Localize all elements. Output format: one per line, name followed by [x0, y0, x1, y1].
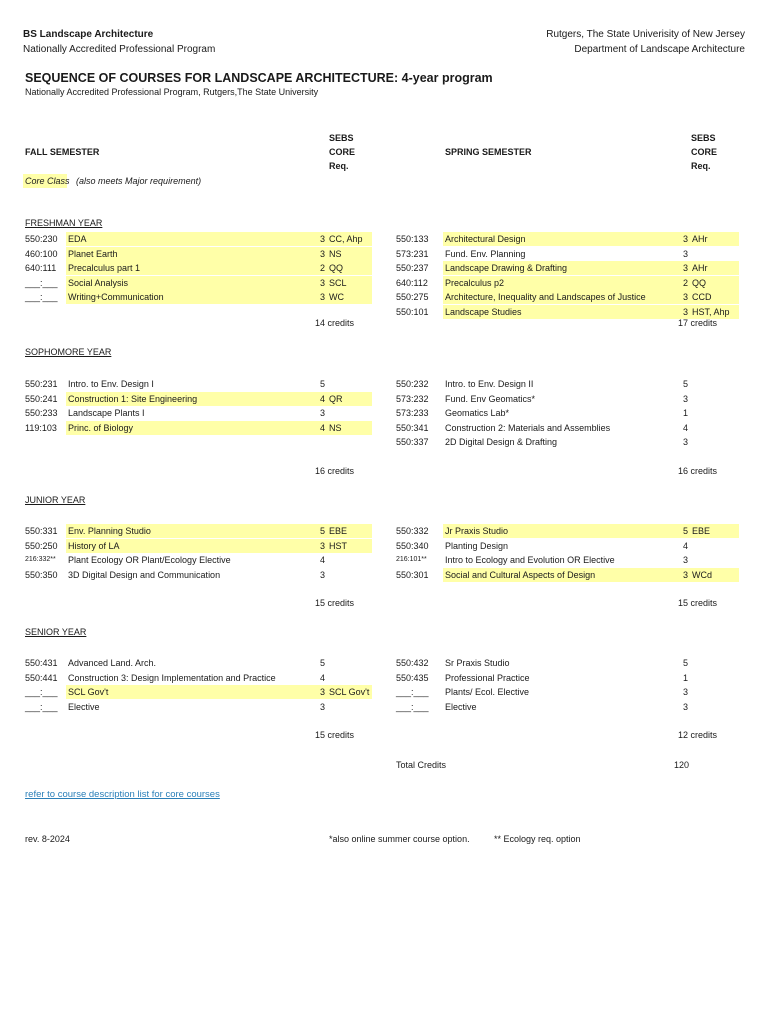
course-credits: 2: [683, 277, 689, 288]
course-credits: 3: [683, 306, 689, 317]
course-credits: 3: [320, 540, 326, 551]
course-code: 550:250: [25, 540, 58, 551]
course-code: 573:232: [396, 393, 429, 404]
core-requirement: CC, Ahp: [329, 234, 363, 244]
sebs-label: SEBS: [691, 133, 716, 143]
course-code: 550:350: [25, 569, 58, 580]
course-credits: 3: [320, 701, 326, 712]
course-row: [0, 539, 768, 553]
course-row: [0, 305, 768, 319]
course-row: [0, 392, 768, 406]
spring-credit-total: 17 credits: [678, 318, 718, 328]
course-title: Advanced Land. Arch.: [68, 658, 157, 668]
course-title: Landscape Plants I: [68, 408, 145, 418]
course-title: Construction 3: Design Implementation and Practice: [68, 672, 276, 683]
course-title: Construction 1: Site Engineering: [68, 393, 198, 404]
course-title: Elective: [445, 701, 477, 712]
course-credits: 5: [320, 658, 326, 668]
core-requirement: AHr: [692, 263, 708, 273]
core-requirement: WC: [329, 292, 344, 302]
course-row: [0, 685, 768, 699]
course-row: [0, 247, 768, 261]
core-requirement: HST, Ahp: [692, 306, 730, 317]
req-label: Req.: [691, 161, 711, 171]
page-title: SEQUENCE OF COURSES FOR LANDSCAPE ARCHITECTURE: 4-year program: [25, 71, 493, 85]
course-code: 550:332: [396, 526, 429, 536]
core-requirement: HST: [329, 540, 347, 551]
course-title: Professional Practice: [445, 672, 530, 683]
course-title: EDA: [68, 234, 87, 244]
course-credits: 3: [320, 292, 326, 302]
university-name: Rutgers, The State Univerisity of New Jersey: [546, 29, 745, 40]
course-credits: 3: [683, 292, 689, 302]
course-code: 550:241: [25, 393, 58, 404]
course-title: SCL Gov't: [68, 687, 109, 697]
course-credits: 3: [683, 263, 689, 273]
course-code: 573:233: [396, 408, 429, 418]
core-requirement: NS: [329, 422, 342, 433]
core-requirement: EBE: [692, 526, 711, 536]
course-credits: 3: [320, 687, 326, 697]
course-row: [0, 656, 768, 670]
course-title: Precalculus p2: [445, 277, 505, 288]
course-row: [0, 568, 768, 582]
core-requirement: SCL Gov't: [329, 687, 370, 697]
revision-date: rev. 8-2024: [25, 834, 70, 844]
course-title: Jr Praxis Studio: [445, 526, 509, 536]
course-credits: 4: [320, 555, 326, 565]
core-requirement: EBE: [329, 526, 348, 536]
core-requirement: QQ: [692, 277, 707, 288]
spring-semester-header: SPRING SEMESTER: [445, 147, 532, 157]
course-title: Intro to Ecology and Evolution OR Elective: [445, 555, 615, 565]
core-requirement: SCL: [329, 277, 347, 288]
core-label: CORE: [329, 147, 356, 157]
course-code: 550:301: [396, 569, 429, 580]
spring-credit-total: 16 credits: [678, 466, 718, 476]
course-code: 216:101**: [396, 556, 427, 563]
course-title: History of LA: [68, 540, 120, 551]
course-credits: 3: [683, 437, 689, 447]
spring-sebs-header: [691, 131, 717, 173]
course-code: 550:237: [396, 263, 429, 273]
course-row: [0, 700, 768, 714]
course-title: Fund. Env. Planning: [445, 248, 526, 259]
course-row: [0, 553, 768, 567]
core-courses-link[interactable]: refer to course description list for core courses: [25, 789, 220, 800]
course-code: ___:___: [396, 687, 429, 697]
course-credits: 3: [683, 234, 689, 244]
course-credits: 5: [320, 526, 326, 536]
course-title: Landscape Studies: [445, 306, 522, 317]
course-title: Plant Ecology OR Plant/Ecology Elective: [68, 555, 231, 565]
course-row: [0, 406, 768, 420]
course-code: ___:___: [25, 687, 58, 697]
course-credits: 3: [320, 248, 326, 259]
course-credits: 3: [683, 687, 689, 697]
course-code: 216:332**: [25, 556, 56, 563]
course-code: 573:231: [396, 248, 429, 259]
department-name: Department of Landscape Architecture: [574, 44, 745, 55]
course-code: ___:___: [25, 277, 58, 288]
core-label: CORE: [691, 147, 718, 157]
course-code: 119:103: [25, 422, 57, 433]
course-credits: 3: [320, 234, 326, 244]
course-credits: 3: [320, 408, 326, 418]
accreditation-note: Nationally Accredited Professional Program: [23, 44, 216, 55]
course-credits: 2: [320, 263, 326, 273]
legend: [25, 174, 201, 188]
course-row: [0, 524, 768, 538]
course-row: [0, 377, 768, 391]
course-row: [0, 435, 768, 449]
course-title: Env. Planning Studio: [68, 526, 151, 536]
core-requirement: QR: [329, 393, 343, 404]
course-title: Precalculus part 1: [68, 263, 141, 273]
fall-credit-total: 15 credits: [315, 598, 355, 608]
core-requirement: NS: [329, 248, 342, 259]
core-class-note: (also meets Major requirement): [76, 176, 202, 186]
total-credits-value: 120: [674, 760, 690, 770]
year-heading: SENIOR YEAR: [25, 627, 87, 637]
core-requirement: QQ: [329, 263, 344, 273]
core-requirement: CCD: [692, 292, 712, 302]
course-title: Planting Design: [445, 540, 509, 551]
course-code: ___:___: [396, 701, 429, 712]
year-heading: JUNIOR YEAR: [25, 495, 86, 505]
course-title: Construction 2: Materials and Assemblies: [445, 422, 611, 433]
core-requirement: WCd: [692, 569, 712, 580]
course-code: 550:232: [396, 379, 429, 389]
course-credits: 3: [320, 569, 326, 580]
course-credits: 5: [683, 379, 689, 389]
sebs-label: SEBS: [329, 133, 354, 143]
course-code: 550:133: [396, 234, 429, 244]
course-title: 3D Digital Design and Communication: [68, 569, 221, 580]
fall-credit-total: 15 credits: [315, 730, 355, 740]
fall-sebs-header: [329, 131, 355, 173]
fall-credit-total: 14 credits: [315, 318, 355, 328]
course-title: Plants/ Ecol. Elective: [445, 687, 530, 697]
course-credits: 3: [683, 393, 689, 404]
course-code: 550:441: [25, 672, 58, 683]
course-credits: 1: [683, 408, 689, 418]
course-title: Sr Praxis Studio: [445, 658, 510, 668]
course-title: Intro. to Env. Design I: [68, 379, 154, 389]
course-credits: 3: [683, 248, 689, 259]
course-code: 550:341: [396, 422, 429, 433]
course-title: Elective: [68, 701, 100, 712]
course-title: Princ. of Biology: [68, 422, 134, 433]
page-subtitle: Nationally Accredited Professional Program, Rutgers,The State University: [25, 87, 319, 97]
course-title: Social Analysis: [68, 277, 129, 288]
course-title: Geomatics Lab*: [445, 408, 510, 418]
spring-credit-total: 15 credits: [678, 598, 718, 608]
course-title: Intro. to Env. Design II: [445, 379, 534, 389]
course-row: [0, 276, 768, 290]
course-code: 550:340: [396, 540, 429, 551]
course-code: 550:431: [25, 658, 58, 668]
course-code: 550:101: [396, 306, 429, 317]
course-title: 2D Digital Design & Drafting: [445, 437, 558, 447]
spring-credit-total: 12 credits: [678, 730, 718, 740]
course-title: Fund. Env Geomatics*: [445, 393, 536, 404]
course-code: 550:432: [396, 658, 429, 668]
course-code: 550:275: [396, 292, 429, 302]
core-class-label: Core Class: [25, 176, 70, 186]
course-credits: 3: [683, 701, 689, 712]
course-row: [0, 261, 768, 275]
course-code: 550:435: [396, 672, 429, 683]
course-credits: 4: [320, 672, 326, 683]
course-title: Architecture, Inequality and Landscapes of Justice: [445, 292, 646, 302]
total-credits-label: Total Credits: [396, 760, 447, 770]
course-code: 640:111: [25, 263, 57, 273]
course-credits: 5: [683, 658, 689, 668]
course-title: Landscape Drawing & Drafting: [445, 263, 568, 273]
course-credits: 4: [320, 422, 326, 433]
course-title: Planet Earth: [68, 248, 118, 259]
online-footnote: *also online summer course option.: [329, 834, 470, 844]
course-code: ___:___: [25, 701, 58, 712]
course-credits: 3: [683, 569, 689, 580]
course-credits: 5: [683, 526, 689, 536]
course-title: Writing+Communication: [68, 292, 164, 302]
course-code: 550:233: [25, 408, 58, 418]
course-credits: 4: [683, 422, 689, 433]
course-title: Architectural Design: [445, 234, 526, 244]
course-credits: 3: [683, 555, 689, 565]
course-code: 550:230: [25, 234, 58, 244]
ecology-footnote: ** Ecology req. option: [494, 834, 581, 844]
course-credits: 1: [683, 672, 689, 683]
core-requirement: AHr: [692, 234, 708, 244]
course-code: 550:331: [25, 526, 58, 536]
course-row: [0, 421, 768, 435]
course-code: 550:337: [396, 437, 429, 447]
req-label: Req.: [329, 161, 349, 171]
fall-semester-header: FALL SEMESTER: [25, 147, 100, 157]
course-code: ___:___: [25, 292, 58, 302]
course-credits: 5: [320, 379, 326, 389]
course-code: 640:112: [396, 277, 428, 288]
course-credits: 4: [320, 393, 326, 404]
year-heading: FRESHMAN YEAR: [25, 218, 103, 228]
course-row: [0, 290, 768, 304]
fall-credit-total: 16 credits: [315, 466, 355, 476]
course-row: [0, 671, 768, 685]
course-title: Social and Cultural Aspects of Design: [445, 569, 596, 580]
course-credits: 4: [683, 540, 689, 551]
course-credits: 3: [320, 277, 326, 288]
course-code: 460:100: [25, 248, 58, 259]
program-name: BS Landscape Architecture: [23, 29, 154, 40]
year-heading: SOPHOMORE YEAR: [25, 347, 112, 357]
course-row: [0, 232, 768, 246]
course-code: 550:231: [25, 379, 58, 389]
